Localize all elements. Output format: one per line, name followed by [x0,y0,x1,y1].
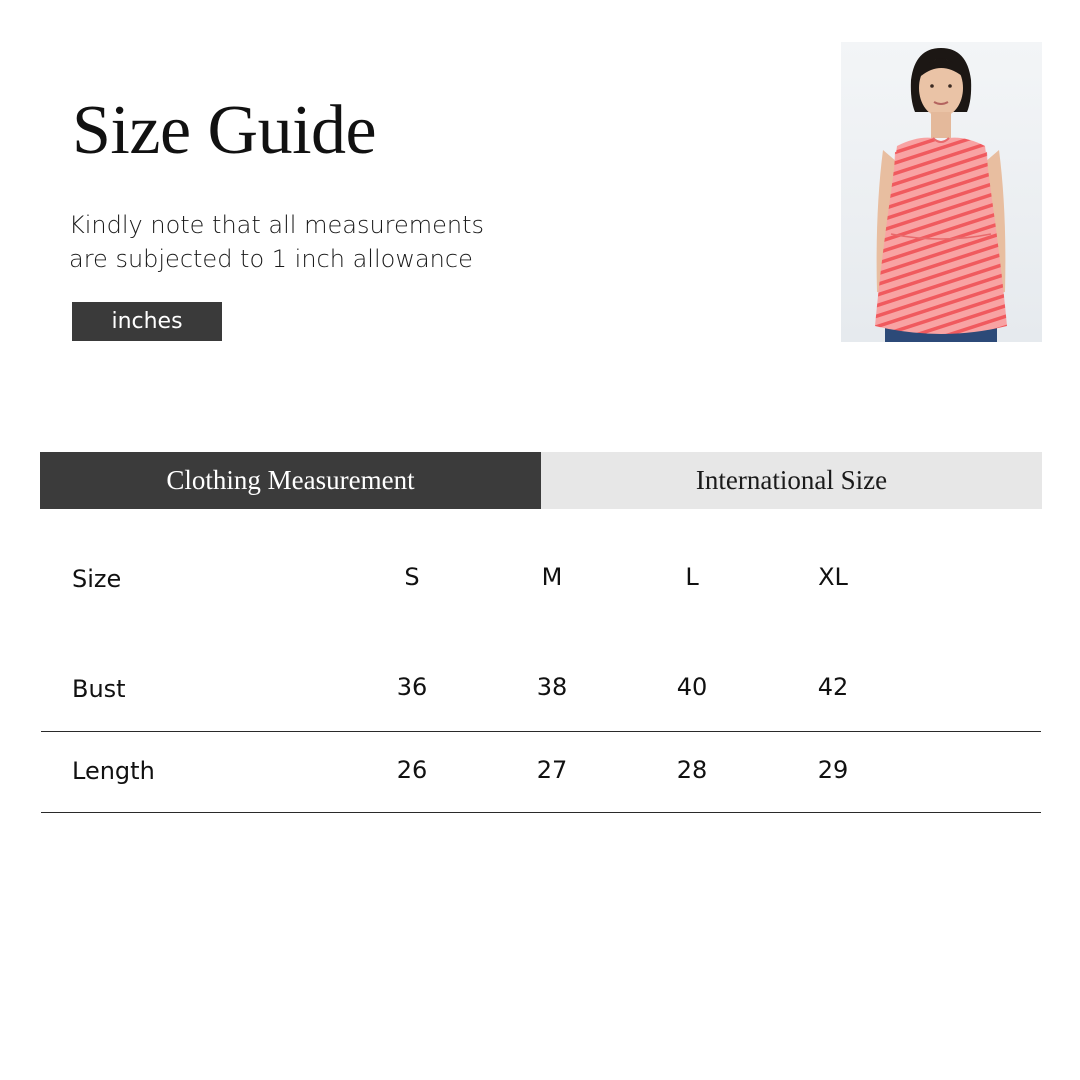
size-s-header: S [404,563,420,591]
bust-s-value: 36 [396,673,428,701]
bust-m-value: 38 [536,673,568,701]
table-bottom-divider [41,812,1041,813]
measurement-tabs [40,452,1042,509]
bust-xl-value: 42 [817,673,849,701]
size-l-header: L [685,563,699,591]
note-line-1: Kindly note that all measurements [69,211,485,239]
model-illustration [841,42,1042,342]
note-line-2: are subjected to 1 inch allowance [69,245,473,273]
length-xl-value: 29 [817,756,849,784]
bust-l-value: 40 [676,673,708,701]
row-divider [41,731,1041,732]
allowance-note [69,208,589,276]
page-title: Size Guide [72,92,377,169]
tab-international-size[interactable]: International Size [541,452,1042,509]
length-m-value: 27 [536,756,568,784]
unit-toggle-button[interactable]: inches [72,302,222,341]
bust-row-label: Bust [72,675,126,703]
product-photo [841,42,1042,342]
size-xl-header: XL [818,563,848,591]
length-s-value: 26 [396,756,428,784]
size-header-label: Size [72,565,122,593]
tab-clothing-measurement[interactable]: Clothing Measurement [40,452,541,509]
length-l-value: 28 [676,756,708,784]
length-row-label: Length [72,757,155,785]
size-m-header: M [541,563,563,591]
